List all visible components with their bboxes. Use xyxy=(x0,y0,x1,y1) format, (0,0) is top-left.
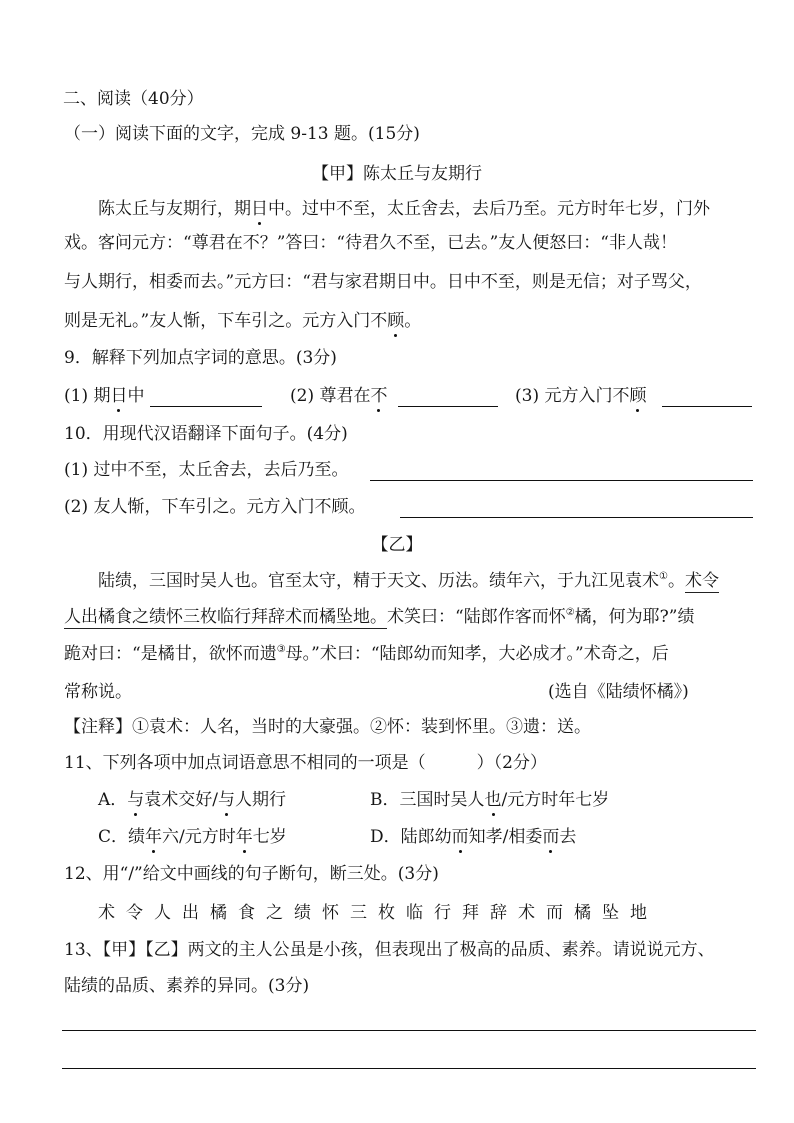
question-11-option-d[interactable]: D．陆郎幼而知孝/相委而去 xyxy=(370,827,577,847)
question-12-sentence[interactable]: 术令人出橘食之绩怀三枚临行拜辞术而橘坠地 xyxy=(98,903,658,923)
question-10-answer-1[interactable] xyxy=(370,462,753,481)
question-10-sentence-2: (2) 友人惭，下车引之。元方入门不顾。 xyxy=(64,497,366,517)
question-10-title: 10．用现代汉语翻译下面句子。(4分) xyxy=(64,424,348,444)
annotation-notes: 【注释】①袁术：人名，当时的大豪强。②怀：装到怀里。③遗：送。 xyxy=(64,717,591,737)
question-13-line-2: 陆绩的品质、素养的异同。(3分) xyxy=(64,976,310,996)
question-13-line-1: 13、【甲】【乙】两文的主人公虽是小孩，但表现出了极高的品质、素养。请说说元方、 xyxy=(64,940,715,960)
question-9-answer-2[interactable] xyxy=(398,388,498,407)
question-9-item-2: (2) 尊君在不 xyxy=(290,386,388,406)
passage-jia-line-2: 戏。客问元方：“尊君在不？”答曰：“待君久不至，已去。”友人便怒曰：“非人哉！ xyxy=(64,233,677,253)
passage-yi-line-2: 人出橘食之绩怀三枚临行拜辞术而橘坠地。术笑曰：“陆郎作客而怀②橘，何为耶?”绩 xyxy=(64,607,695,627)
question-10-answer-2[interactable] xyxy=(400,499,753,518)
passage-yi-line-3: 跪对曰：“是橘甘，欲怀而遗③母。”术曰：“陆郎幼而知孝，大必成才。”术奇之，后 xyxy=(64,644,669,664)
passage-jia-title: 【甲】陈太丘与友期行 xyxy=(312,164,482,184)
section-title: 二、阅读（40分） xyxy=(63,89,204,109)
passage-jia-line-3: 与人期行，相委而去。”元方曰：“君与家君期日中。日中不至，则是无信；对子骂父， xyxy=(64,272,702,292)
question-9-answer-1[interactable] xyxy=(150,388,262,407)
question-11-title: 11、下列各项中加点词语意思不相同的一项是（ ）（2分） xyxy=(64,753,547,773)
passage-yi-line-4: 常称说。 xyxy=(64,682,132,702)
answer-line-2[interactable] xyxy=(62,1068,756,1069)
passage-yi-line-1: 陆绩，三国时吴人也。官至太守，精于天文、历法。绩年六，于九江见袁术①。术令 xyxy=(98,571,719,591)
question-12-title: 12、用“/”给文中画线的句子断句，断三处。(3分) xyxy=(64,864,439,884)
question-11-option-a[interactable]: A．与袁术交好/与人期行 xyxy=(98,790,287,810)
question-9-item-1: (1) 期日中 xyxy=(64,386,145,406)
question-10-sentence-1: (1) 过中不至，太丘舍去，去后乃至。 xyxy=(64,460,349,480)
question-9-title: 9．解释下列加点字词的意思。(3分) xyxy=(64,348,337,368)
question-9-item-3: (3) 元方入门不顾 xyxy=(515,386,647,406)
question-11-option-b[interactable]: B．三国时吴人也/元方时年七岁 xyxy=(370,790,610,810)
passage-yi-source: (选自《陆绩怀橘》) xyxy=(548,682,689,702)
passage-jia-line-4: 则是无礼。”友人惭，下车引之。元方入门不顾。 xyxy=(64,311,422,331)
passage-yi-title: 【乙】 xyxy=(371,535,423,555)
question-11-option-c[interactable]: C．绩年六/元方时年七岁 xyxy=(98,827,287,847)
part1-instruction: （一）阅读下面的文字，完成 9-13 题。(15分) xyxy=(64,124,420,144)
answer-line-1[interactable] xyxy=(62,1030,756,1031)
question-9-answer-3[interactable] xyxy=(662,388,752,407)
passage-jia-line-1: 陈太丘与友期行，期日中。过中不至，太丘舍去，去后乃至。元方时年七岁，门外 xyxy=(98,199,710,219)
